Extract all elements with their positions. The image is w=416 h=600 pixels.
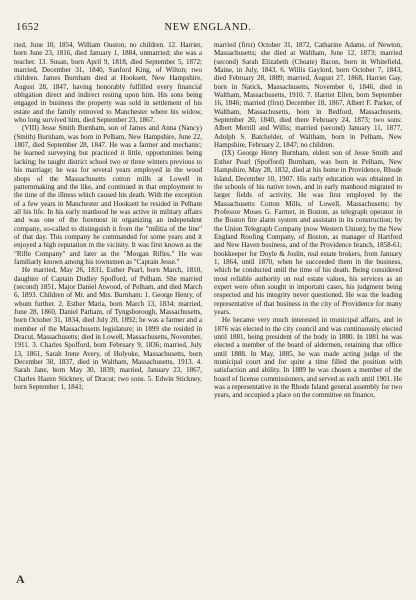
left-column — [14, 41, 202, 581]
running-title: NEW ENGLAND. — [164, 22, 252, 33]
paragraph: ried, June 10, 1854, William Ouston; no children. 12. Harriet, born June 23, 1816, died January 1, 1884, unmarried; she was a teacher. 13. Susan, born April 9, 1818, died September 5, 1872; married, December 31, 1840, Sanford King, of Wilton; two children. James Burnham died at Hooksett, New Hampshire, August 28, 1847, having honorably fulfilled every financial obligation direct and indirect resting upon him. His sons being engaged in business the property was sold in settlement of his estate and the family removed to Manchester where his widow, who long survived him, died September 23, 1867. — [14, 41, 202, 125]
paragraph: married (first) October 31, 1872, Catharine Adams, of Newton, Massachusetts; she died at Waltham, June 12, 1873; married (second) Sarah Elizabeth (Choate) Bacon, born in Whitefield, Maine, in July, 1843. 6. Willis Gaylord, born October 7, 1843, died February 28, 1889; married, August 27, 1868, Harriet Gay, born in Natick, Massachusetts, November 6, 1846, died in Waltham, Massachusetts, 1910. 7. Harriet Ellen, born September 16, 1846; married (first) December 18, 1867, Albert F. Parker, of Waltham, Massachusetts, born in Bedford, Massachusetts, September 20, 1840, died there February 24, 1873; two sons: Albert Merrill and Willis; married (second) January 11, 1877, Adolph S. Batchelder, of Waltham, born in Pelham, New Hampshire, February 2, 1847; no children. — [214, 41, 402, 150]
paragraph: (IX) George Henry Burnham, eldest son of Jesse Smith and Esther Pearl (Spofford) Burnham, was born in Pelham, New Hampshire, May 28, 1832, died at his home in Providence, Rhode Island, December 10, 1907. His early education was obtained in the schools of his native town, and in early manhood migrated to larger fields of activity. He was first employed by the Massachusetts Cotton Mills, of Lowell, Massachusetts; by Professor Moses G. Farmer, in Boston, as telegraph operator in the Boston fire alarm system and assistant in its construction; by the Union Telegraph Company (now Western Union); by the New England Roofing Company, of Boston, as manager of Hartford and New Haven business, and of the Providence branch, 1858-61; bookkeeper for Doyle & Joslin, real estate brokers, from January 1, 1864, until 1870, when he succeeded them in the business, which he conducted until the time of his death. Being considered most reliable authority on real estate values, his services as an expert were often sought in important cases, his judgment being respected and his integrity never questioned. He was the leading representative of that business in the city of Providence for many years. — [214, 149, 402, 316]
paragraph: He married, May 26, 1831, Esther Pearl, born March, 1810, daughter of Captain Dudley Spofford, of Pelham. She married (second) 1851, Major Daniel Atwood, of Pelham, and died March 6, 1893. Children of Mr. and Mrs. Burnham: 1. George Henry, of whom further. 2. Esther Maria, born March 13, 1834; married, June 28, 1860, Daniel Parham, of Tyngsborough, Massachusetts, born October 31, 1834, died July 20, 1892; he was a farmer and a member of the Massachusetts legislature; in 1899 she resided in Dracut, Massachusetts; died in Lowell, Massachusetts, November, 1911. 3. Charles Spofford, born February 9, 1836; married, July 13, 1861, Sarah Irene Avery, of Holyoke, Massachusetts, born December 30, 1837, died in Waltham, Massachusetts, 1913. 4. Sarah Jane, born May 30, 1839; married, January 23, 1867, Charles Hazen Stickney, of Dracut; two sons. 5. Edwin Stickney, born September 1, 1841; — [14, 266, 202, 392]
right-column — [214, 41, 402, 581]
paragraph: (VIII) Jesse Smith Burnham, son of James and Anna (Nancy) (Smith) Burnham, was born in Pelham, New Hampshire, June 22, 1807, died September 28, 1847. He was a farmer and mechanic; he learned surveying but practiced it little, opportunities being lacking; he taught district school two or three winters previous to his marriage; he was for several years employed in the wood shops of the Massachusetts cotton mills at Lowell in patternmaking and the like, and continued in that employment to the time of the illness which caused his death. With the exception of a few years in Manchester and Hooksett he resided in Pelham all his life. In his early manhood he was active in military affairs and was one of the foremost in organizing an independent company, so-called to distinguish it from the "militia of the line" of that day. This company he commanded for some years and it enjoyed a high reputation in the vicinity. It was first known as the "Rifle Company" and later as the "Morgan Rifles." He was familiarly known among his townsmen as "Captain Jesse." — [14, 124, 202, 266]
page-number: 1652 — [16, 22, 40, 33]
paragraph: He became very much interested in municipal affairs, and in 1876 was elected to the city council and was continuously elected until 1881, being president of the body in 1880. In 1881 he was elected a member of the board of aldermen, retaining that office until 1888. In May, 1885, he was made acting judge of the municipal court and for quite a time filled the position with satisfaction and ability. In 1889 he was chosen a member of the board of license commissioners, and served as such until 1901. He was a representative in the Rhode Island general assembly for two years, and occupied a place on the committee on finance, — [214, 316, 402, 400]
bottom-mark: A — [16, 572, 25, 586]
page-header — [16, 22, 400, 36]
